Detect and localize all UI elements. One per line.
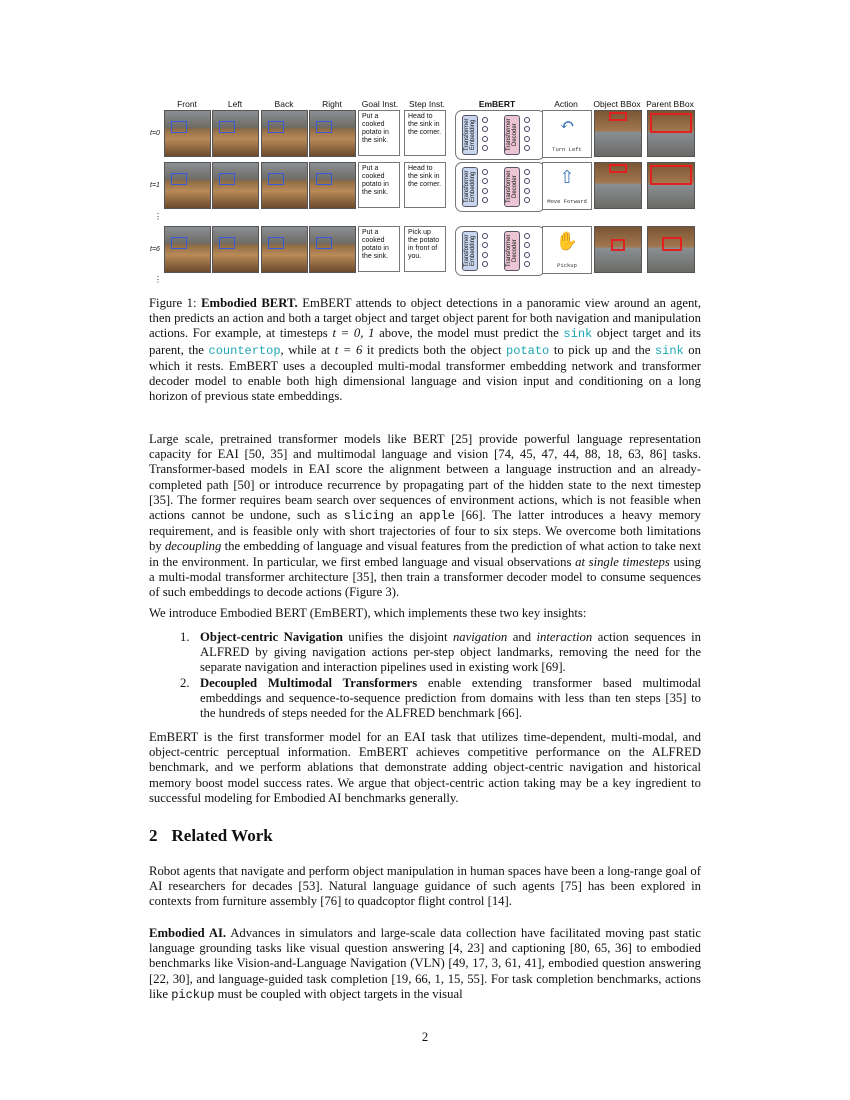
text: Advances in simulators and large-scale data collection have facilitated moving past static language grounding tasks like visual question answering [4, 23] and captioning [80, 65, 36] to embodied benchmarks like Vision-and-Language Navigation (VLN) [49, 17, 3, 61, 41], embodied question answering [22, 30], and language-guided task completion [19, 66, 1, 15, 55]. For task completion benchmarks, actions like bbox=[149, 926, 701, 1001]
goal-instruction: Put a cooked potato in the sink. bbox=[358, 162, 400, 208]
transformer-embedding: Transformer Embedding bbox=[462, 167, 478, 207]
emphasis: interaction bbox=[536, 630, 593, 644]
back-view-image bbox=[261, 110, 308, 157]
header-step-inst: Step Inst. bbox=[409, 99, 445, 109]
right-view-image bbox=[309, 162, 356, 209]
code-potato: potato bbox=[506, 343, 550, 358]
action-label: Move Forward bbox=[547, 198, 587, 205]
math-t01: t = 0, 1 bbox=[332, 326, 375, 341]
caption-text: to pick up and the bbox=[549, 342, 655, 357]
timestep-label: t=6 bbox=[150, 246, 160, 253]
parent-bbox-image bbox=[647, 226, 695, 273]
decoder-nodes-icon bbox=[524, 169, 531, 203]
decoder-nodes-icon bbox=[524, 233, 531, 267]
ellipsis: ⋮ bbox=[154, 212, 162, 221]
right-view-image bbox=[309, 110, 356, 157]
action-label: Turn Left bbox=[552, 146, 582, 153]
front-view-image bbox=[164, 162, 211, 209]
transformer-embedding: Transformer Embedding bbox=[462, 231, 478, 271]
embedding-nodes-icon bbox=[482, 169, 489, 203]
front-view-image bbox=[164, 110, 211, 157]
figure-1 bbox=[148, 96, 704, 288]
action-box bbox=[542, 162, 592, 210]
section-number: 2 bbox=[149, 826, 158, 845]
transformer-decoder: Transformer Decoder bbox=[504, 231, 520, 271]
goal-instruction: Put a cooked potato in the sink. bbox=[358, 110, 400, 156]
transformer-embedding: Transformer Embedding bbox=[462, 115, 478, 155]
header-action: Action bbox=[554, 99, 578, 109]
figure-row-t1 bbox=[148, 162, 704, 210]
back-view-image bbox=[261, 162, 308, 209]
section-title: Related Work bbox=[171, 826, 273, 845]
header-embert: EmBERT bbox=[478, 99, 516, 109]
text: Large scale, pretrained transformer models like BERT [25] provide powerful language representation capacity for EAI [50, 35] and multimodal language and vision [74, 45, 47, 44, 88, 18, 63, 86] tasks. Transformer-based models in EAI score the alignment between a language instruction and an already-completed path [50] or introduce recurrence by propagating part of the hidden state to the next timestep [35]. The former requires beam search over sequences of environment actions, which is not feasible when actions cannot be undone, such as bbox=[149, 432, 701, 523]
ellipsis: ⋮ bbox=[154, 275, 162, 284]
timestep-label: t=0 bbox=[150, 130, 160, 137]
figure-row-t0 bbox=[148, 110, 704, 158]
paragraph-summary: EmBERT is the first transformer model for an EAI task that utilizes time-dependent, multi-modal, and object-centric perceptual information. EmBERT achieves competitive performance on the ALFRED benchmark, and we perform ablations that demonstrate adding object-centric navigation and historical memory boost model success rates. We argue that object-centric action taking may be a key ingredient to successful modeling for Embodied AI benchmarks generally. bbox=[149, 730, 701, 805]
paragraph-related-work: Robot agents that navigate and perform object manipulation in human spaces have been a long-range goal of AI researchers for decades [53]. Natural language guidance of such agents [75] has been explored in contexts from furniture assembly [76] to quadcoptor flight control [14]. bbox=[149, 864, 701, 909]
goal-instruction: Put a cooked potato in the sink. bbox=[358, 226, 400, 272]
math-t6: t = 6 bbox=[334, 342, 363, 357]
list-item-body bbox=[200, 630, 701, 676]
back-view-image bbox=[261, 226, 308, 273]
left-view-image bbox=[212, 162, 259, 209]
embert-block bbox=[455, 162, 545, 212]
caption-title: Embodied BERT. bbox=[201, 296, 298, 310]
list-item bbox=[180, 676, 701, 722]
text: the embedding of language and visual features from the prediction of what action to take next in the environment. In particular, we first embed language and visual observations bbox=[149, 539, 701, 569]
action-box bbox=[542, 226, 592, 274]
timestep-label: t=1 bbox=[150, 182, 160, 189]
header-front: Front bbox=[177, 99, 197, 109]
text: unifies the disjoint bbox=[342, 630, 453, 644]
emphasis: navigation bbox=[452, 630, 508, 644]
object-bbox-image bbox=[594, 110, 642, 157]
hand-pickup-icon: ✋ bbox=[555, 231, 579, 251]
figure-caption bbox=[149, 296, 701, 404]
header-back: Back bbox=[274, 99, 294, 109]
header-object-bbox: Object BBox bbox=[593, 99, 641, 109]
parent-bbox-image bbox=[647, 162, 695, 209]
paragraph-embodied-ai bbox=[149, 926, 701, 1003]
left-view-image bbox=[212, 226, 259, 273]
paragraph-heading: Embodied AI. bbox=[149, 926, 227, 940]
section-heading bbox=[149, 826, 273, 846]
code-apple: apple bbox=[418, 509, 455, 524]
list-item bbox=[180, 630, 701, 676]
front-view-image bbox=[164, 226, 211, 273]
caption-label: Figure 1: bbox=[149, 296, 197, 310]
paragraph-intro bbox=[149, 432, 701, 600]
page-number: 2 bbox=[421, 1030, 429, 1044]
decoder-nodes-icon bbox=[524, 117, 531, 151]
emphasis: at single timesteps bbox=[575, 554, 670, 569]
list-item-title: Decoupled Multimodal Transformers bbox=[200, 675, 418, 690]
text: using a multi-modal transformer architecture [35], then train a transformer decoder model to consume sequences of such embeddings to decode actions (Figure 3). bbox=[149, 554, 701, 600]
caption-text: , while at bbox=[280, 342, 335, 357]
code-pickup: pickup bbox=[171, 987, 215, 1002]
contributions-list bbox=[180, 630, 701, 721]
text: action sequences in ALFRED by giving navigation actions per-step object landmarks, removing the need for the separate navigation and interaction pipelines used in existing work [69]. bbox=[200, 630, 701, 675]
text: must be coupled with object targets in the visual bbox=[214, 986, 463, 1001]
emphasis: decoupling bbox=[164, 539, 222, 554]
up-arrow-icon: ⇧ bbox=[559, 167, 575, 187]
transformer-decoder: Transformer Decoder bbox=[504, 167, 520, 207]
parent-bbox-image bbox=[647, 110, 695, 157]
transformer-decoder: Transformer Decoder bbox=[504, 115, 520, 155]
code-sink: sink bbox=[654, 343, 684, 358]
code-slicing: slicing bbox=[343, 509, 395, 524]
paragraph-introduce: We introduce Embodied BERT (EmBERT), which implements these two key insights: bbox=[149, 606, 587, 620]
action-label: Pickup bbox=[557, 262, 577, 269]
text: [66]. The latter introduces a heavy memory requirement, and is feasible only with short trajectories of four to six steps. We overcome both limitations by bbox=[149, 508, 701, 554]
list-item-body bbox=[200, 676, 701, 722]
embert-block bbox=[455, 226, 545, 276]
header-left: Left bbox=[227, 99, 243, 109]
turn-left-arrow-icon: ↶ bbox=[559, 115, 575, 135]
text: and bbox=[507, 630, 537, 644]
action-box bbox=[542, 110, 592, 158]
header-parent-bbox: Parent BBox bbox=[646, 99, 694, 109]
list-number: 2. bbox=[180, 675, 190, 690]
object-bbox-image bbox=[594, 162, 642, 209]
left-view-image bbox=[212, 110, 259, 157]
step-instruction: Head to the sink in the corner. bbox=[404, 110, 446, 156]
step-instruction: Pick up the potato in front of you. bbox=[404, 226, 446, 272]
caption-text: object target and its parent, the bbox=[149, 326, 701, 357]
code-sink: sink bbox=[563, 327, 593, 342]
list-item-title: Object-centric Navigation bbox=[200, 630, 343, 644]
text: enable extending transformer based multimodal embeddings and sequence-to-sequence prediction from domains with less than ten steps [35] to the hundreds of steps needed for the ALFRED benchmark [66]. bbox=[200, 675, 701, 721]
header-goal-inst: Goal Inst. bbox=[361, 99, 399, 109]
object-bbox-image bbox=[594, 226, 642, 273]
header-right: Right bbox=[322, 99, 342, 109]
embedding-nodes-icon bbox=[482, 117, 489, 151]
right-view-image bbox=[309, 226, 356, 273]
step-instruction: Head to the sink in the corner. bbox=[404, 162, 446, 208]
caption-text: it predicts both the object bbox=[362, 342, 507, 357]
caption-text: on which it rests. EmBERT uses a decoupled multi-modal transformer embedding network and transformer decoder model to enable both high dimensional language and vision input and conditioning on a long horizon of previous state embeddings. bbox=[149, 342, 701, 404]
caption-text: EmBERT attends to object detections in a panoramic view around an agent, then predicts an action and both a target object and target object parent for both navigation and manipulation actions. For example, at timesteps bbox=[149, 296, 702, 341]
figure-row-t6 bbox=[148, 226, 704, 274]
embert-block bbox=[455, 110, 545, 160]
code-countertop: countertop bbox=[208, 343, 281, 358]
embedding-nodes-icon bbox=[482, 233, 489, 267]
caption-text: above, the model must predict the bbox=[374, 326, 564, 341]
list-number: 1. bbox=[180, 630, 190, 644]
text: an bbox=[394, 508, 419, 523]
